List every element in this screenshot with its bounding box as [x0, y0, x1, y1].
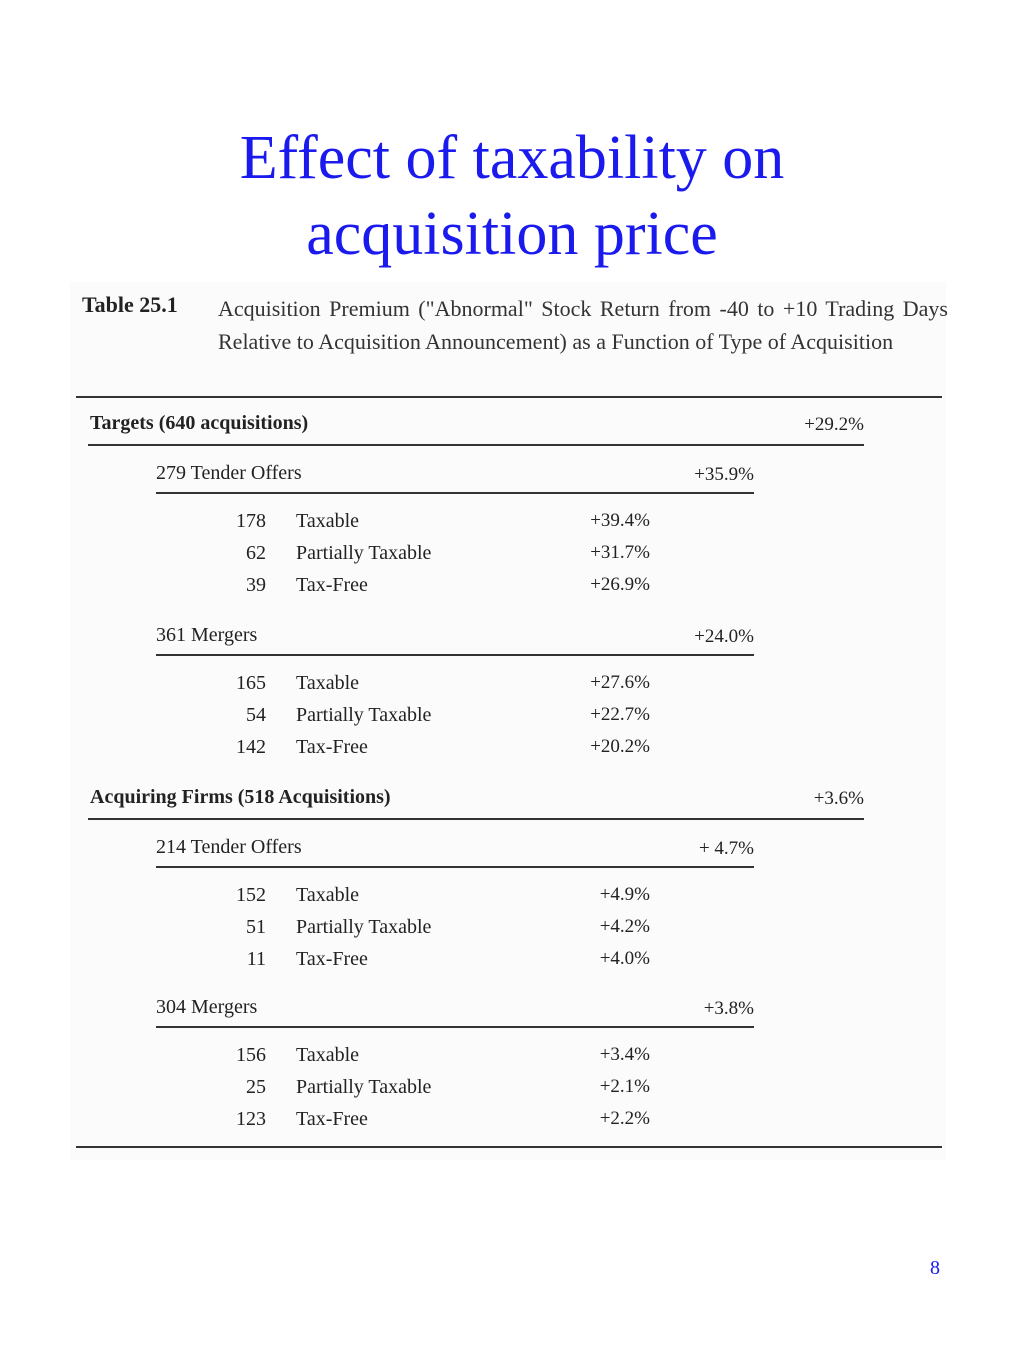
subgroup-title: 279 Tender Offers [156, 462, 302, 484]
subgroup-title: 361 Mergers [156, 624, 258, 646]
row-count: 62 [246, 542, 266, 564]
subgroup-rule [156, 866, 754, 868]
row-kind: Partially Taxable [296, 1076, 432, 1098]
subgroup-rule [156, 492, 754, 494]
slide-title-line-2: acquisition price [306, 199, 718, 268]
row-percent: +27.6% [590, 672, 650, 693]
table-row [204, 916, 664, 948]
row-kind: Tax-Free [296, 1108, 368, 1130]
slide-title-line-1: Effect of taxability on [239, 123, 785, 192]
subgroup-title: 304 Mergers [156, 996, 258, 1018]
table-row [204, 948, 664, 980]
table-row [204, 672, 664, 704]
row-kind: Taxable [296, 510, 360, 532]
table-row [204, 1108, 664, 1140]
row-percent: +2.1% [599, 1076, 650, 1097]
row-percent: +31.7% [590, 542, 650, 563]
group-value-acquiring-firms: +3.6% [813, 788, 864, 809]
table-row [204, 542, 664, 574]
table-row [204, 1044, 664, 1076]
table-row [204, 704, 664, 736]
table-row [204, 510, 664, 542]
row-kind: Taxable [296, 1044, 360, 1066]
table-bottom-rule [76, 1146, 942, 1148]
row-kind: Partially Taxable [296, 916, 432, 938]
row-count: 152 [236, 884, 266, 906]
table-row [204, 1076, 664, 1108]
row-count: 11 [246, 948, 266, 970]
row-kind: Tax-Free [296, 948, 368, 970]
subgroup-title: 214 Tender Offers [156, 836, 302, 858]
table-row [204, 884, 664, 916]
subgroup-value: + 4.7% [698, 838, 754, 859]
row-count: 156 [236, 1044, 266, 1066]
row-count: 25 [246, 1076, 266, 1098]
table-row [204, 736, 664, 768]
slide-title [0, 120, 1024, 272]
row-percent: +2.2% [599, 1108, 650, 1129]
row-percent: +4.2% [599, 916, 650, 937]
table-caption-text: Acquisition Premium ("Abnormal" Stock Return from -40 to +10 Trading Days Relative to Acquisition Announcement) as a Function of Type of Acquisition [218, 296, 948, 354]
group-value-targets: +29.2% [804, 414, 864, 435]
row-count: 142 [236, 736, 266, 758]
row-kind: Partially Taxable [296, 542, 432, 564]
subgroup-rule [156, 654, 754, 656]
row-count: 39 [246, 574, 266, 596]
group-rule [88, 444, 864, 446]
row-count: 178 [236, 510, 266, 532]
row-percent: +3.4% [599, 1044, 650, 1065]
group-title-targets: Targets (640 acquisitions) [90, 412, 309, 434]
page-number: 8 [930, 1257, 940, 1279]
row-kind: Tax-Free [296, 736, 368, 758]
subgroup-rule [156, 1026, 754, 1028]
row-kind: Taxable [296, 884, 360, 906]
group-title-acquiring-firms: Acquiring Firms (518 Acquisitions) [90, 786, 391, 808]
caption-rule [76, 396, 942, 398]
subgroup-value: +3.8% [703, 998, 754, 1019]
row-percent: +26.9% [590, 574, 650, 595]
row-kind: Tax-Free [296, 574, 368, 596]
row-percent: +22.7% [590, 704, 650, 725]
scanned-table [70, 282, 946, 1160]
row-percent: +20.2% [590, 736, 650, 757]
table-row [204, 574, 664, 606]
row-count: 165 [236, 672, 266, 694]
table-number: Table 25.1 [82, 292, 178, 317]
row-percent: +39.4% [590, 510, 650, 531]
row-kind: Taxable [296, 672, 360, 694]
row-kind: Partially Taxable [296, 704, 432, 726]
group-rule [88, 818, 864, 820]
subgroup-value: +24.0% [694, 626, 754, 647]
row-percent: +4.9% [599, 884, 650, 905]
row-count: 51 [246, 916, 266, 938]
row-count: 54 [246, 704, 266, 726]
row-count: 123 [236, 1108, 266, 1130]
row-percent: +4.0% [599, 948, 650, 969]
subgroup-value: +35.9% [694, 464, 754, 485]
